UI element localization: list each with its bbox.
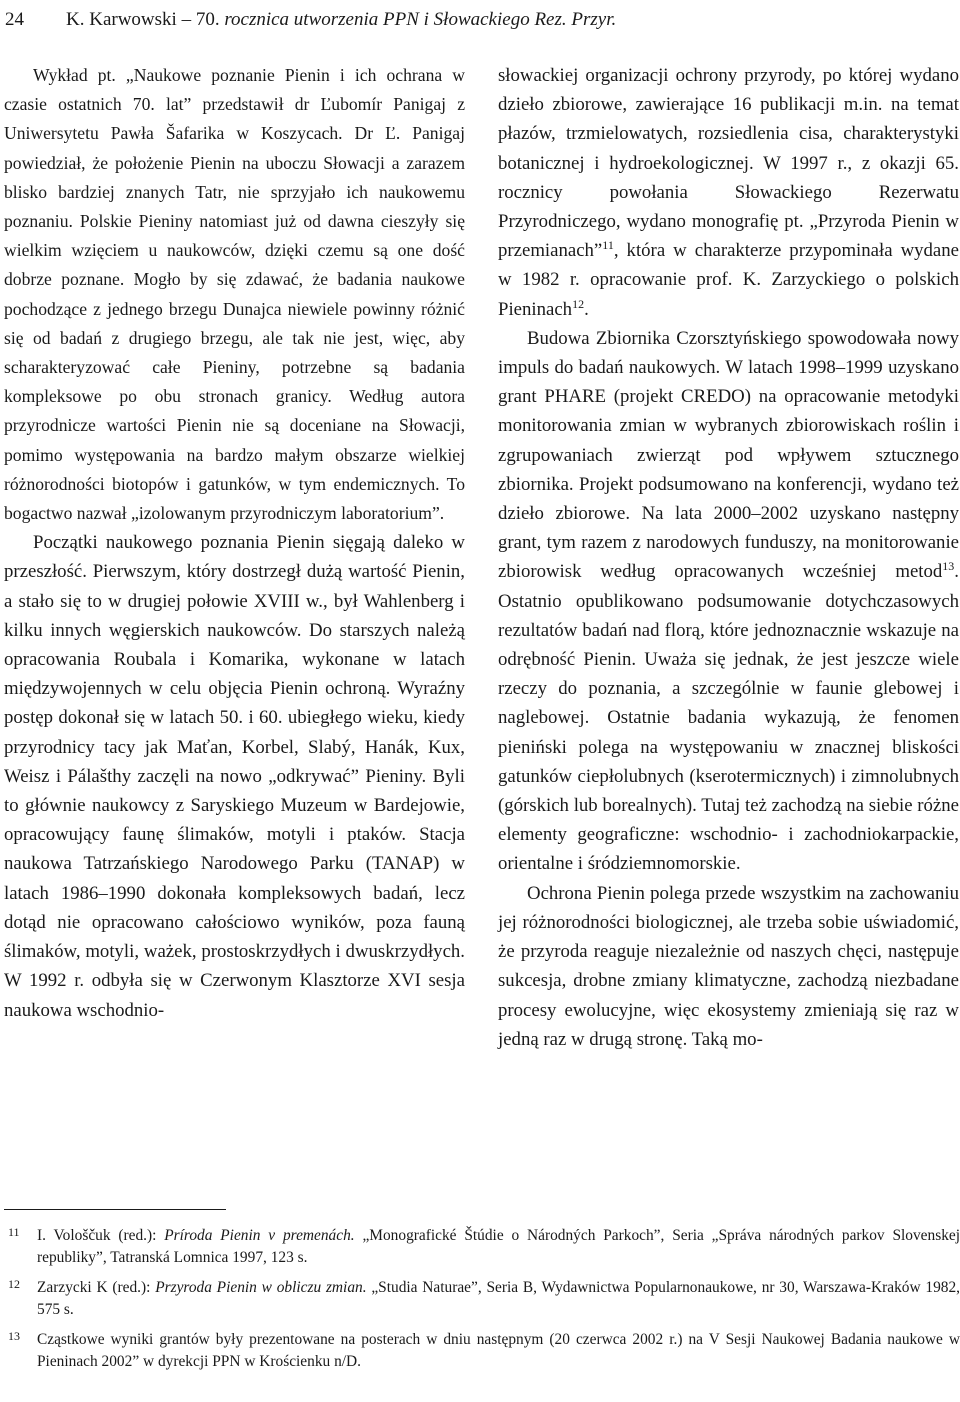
footnote-11 — [4, 1225, 960, 1269]
footnote-text: Cząstkowe wyniki grantów były prezentowane na posterach w dniu następnym (20 czerwca 2002 r.) na V Sesji Naukowej Badania naukowe w Pieninach 2002” w dyrekcji PPN w Krościenku n/D. — [37, 1331, 960, 1370]
footnotes — [4, 1225, 960, 1381]
footnote-number: 13 — [8, 1329, 20, 1343]
footnote-text — [37, 1277, 960, 1321]
right-p1-text-b: , która w charakterze przypominała wydane w 1982 r. opracowanie prof. K. Zarzyckiego o polskich Pieninach — [498, 240, 959, 320]
right-p1-text-end: . — [584, 298, 589, 320]
right-column — [498, 61, 959, 1054]
footnote-title: Przyroda Pienin w obliczu zmian. — [155, 1279, 367, 1296]
footnote-details: „Monografické Štúdie o Národných Parkoch”, Seria „Správa národných parkov Slovenskej republiky”, Tatranská Lomnica 1997, 123 s. — [37, 1227, 960, 1266]
footnote-number: 11 — [8, 1225, 20, 1239]
right-paragraph-3: Ochrona Pienin polega przede wszystkim na zachowaniu jej różnorodności biologicznej, ale trzeba sobie uświadomić, że przyroda reaguje niezależnie od naszych chęci, następuje sukcesja, drobne zmiany klimatyczne, zachodzą niezbadane procesy ewolucyjne, więc ekosystemy zmieniają się raz w jedną raz w drugą stronę. Taką mo- — [498, 882, 959, 1050]
footnote-details: „Studia Naturae”, Seria B, Wydawnictwa Popularnonaukowe, nr 30, Warszawa-Kraków 1982, 575 s. — [37, 1279, 960, 1318]
right-paragraph-1 — [498, 61, 959, 324]
right-paragraph-2 — [498, 324, 959, 879]
right-p1-text-a: słowackiej organizacji ochrony przyrody, po której wydano dzieło zbiorowe, zawierające 16 publikacji m.in. na temat płazów, trzmielowatych, rozsiedlenia cisa, charakterystyki botanicznej i hydroekologicznej. W 1997 r., z okazji 65. rocznicy powołania Słowackiego Rezerwatu Przyrodniczego, wydano monografię pt. „Przyroda Pienin w przemianach” — [498, 65, 959, 262]
footnote-ref-13: 13 — [942, 559, 955, 574]
footnote-title: Príroda Pienin v premenách. — [164, 1227, 355, 1244]
page-header — [0, 0, 960, 34]
footnote-author: Zarzycki K (red.): — [37, 1279, 156, 1296]
running-head-title: rocznica utworzenia PPN i Słowackiego Rez. Przyr. — [224, 9, 617, 30]
footnote-divider — [4, 1209, 226, 1210]
footnote-number: 12 — [8, 1277, 20, 1291]
footnote-13 — [4, 1329, 960, 1373]
running-head-author: K. Karwowski – 70. — [66, 9, 225, 30]
left-paragraph-2: Początki naukowego poznania Pienin sięgają daleko w przeszłość. Pierwszym, który dostrzegł dużą wartość Pienin, a stało się to w drugiej połowie XVIII w., był Wahlenberg i kilku innych węgierskich naukowców. Do starszych należą opracowania Roubala i Komarika, wykonane w latach międzywojennych w celu objęcia Pienin ochroną. Wyraźny postęp dokonał się w latach 50. i 60. ubiegłego wieku, kiedy przyrodnicy tacy jak Maťan, Korbel, Slabý, Hanák, Kux, Weisz i Pálašthy zaczęli na nowo „odkrywać” Pieniny. Byli to głównie naukowcy z Saryskiego Muzeum w Bardejowie, opracowujący faunę ślimaków, motyli i ptaków. Stacja naukowa Tatrzańskiego Narodowego Parku (TANAP) w latach 1986–1990 dokonała kompleksowych badań, lecz dotąd nie opracowano całościowo wyników, poza fauną ślimaków, motyli, ważek, prostoskrzydłych i dwuskrzydłych. W 1992 r. odbyła się w Czerwonym Klasztorze XVI sesja naukowa wschodnio- — [4, 532, 465, 1021]
left-column — [4, 61, 465, 1025]
left-paragraph-1: Wykład pt. „Naukowe poznanie Pienin i ich ochrana w czasie ostatnich 70. lat” przedstawił dr Ľubomír Panigaj z Uniwersytetu Pawła Šafarika w Koszycach. Dr Ľ. Panigaj powiedział, że położenie Pienin na uboczu Słowacji a zarazem blisko bardziej znanych Tatr, nie sprzyjało ich naukowemu poznaniu. Polskie Pieniny natomiast już od dawna cieszyły się wielkim wzięciem u naukowców, dzięki czemu są one dość dobrze poznane. Mogło by się zdawać, że badania naukowe pochodzące z jednego brzegu Dunajca niewiele powinny różnić się od badań z drugiego brzegu, ale tak nie jest, więc, aby scharakteryzować całe Pieniny, potrzebne są badania kompleksowe po obu stronach granicy. Według autora przyrodnicze wartości Pienin nie są doceniane na Słowacji, pomimo występowania na bardzo małym obszarze wielkiej różnorodności biotopów i gatunków, w tym endemicznych. To bogactwo nazwał „izolowanym przyrodniczym laboratorium”. — [4, 65, 465, 524]
footnote-author: I. Vološčuk (red.): — [37, 1227, 165, 1244]
right-p2-text-b: . Ostatnio opublikowano podsumowanie dotychczasowych rezultatów badań nad florą, które jednoznacznie wskazuje na odrębność Pienin. Uważa się jednak, że jest jeszcze wiele rzeczy do poznania, a szczególnie w faunie glebowej i naglebowej. Ostatnie badania wykazują, że fenomen pieniński polega na występowaniu w znacznej bliskości gatunków ciepłolubnych (kserotermicznych) i zimnolubnych (górskich lub borealnych). Tutaj też zachodzą na siebie różne elementy geograficzne: wschodnio- i zachodniokarpackie, orientalne i śródziemnomorskie. — [498, 561, 959, 875]
right-p2-text-a: Budowa Zbiornika Czorsztyńskiego spowodowała nowy impuls do badań naukowych. W latach 1998–1999 uzyskano grant PHARE (projekt CREDO) na opracowanie metodyki monitorowania zmian w wybranych zbiorowiskach roślin i zgrupowaniach zwierząt pod wpływem sztucznego zbiornika. Projekt podsumowano na konferencji, wydano też dzieło zbiorowe. Na lata 2000–2002 uzyskano następny grant, tym razem z narodowych funduszy, na monitorowanie zbiorowisk według opracowanych wcześniej metod — [498, 327, 959, 583]
footnote-text — [37, 1225, 960, 1269]
footnote-ref-11: 11 — [602, 238, 614, 253]
footnote-12 — [4, 1277, 960, 1321]
page-number: 24 — [5, 9, 24, 30]
running-head — [66, 6, 616, 34]
footnote-ref-12: 12 — [572, 296, 585, 311]
